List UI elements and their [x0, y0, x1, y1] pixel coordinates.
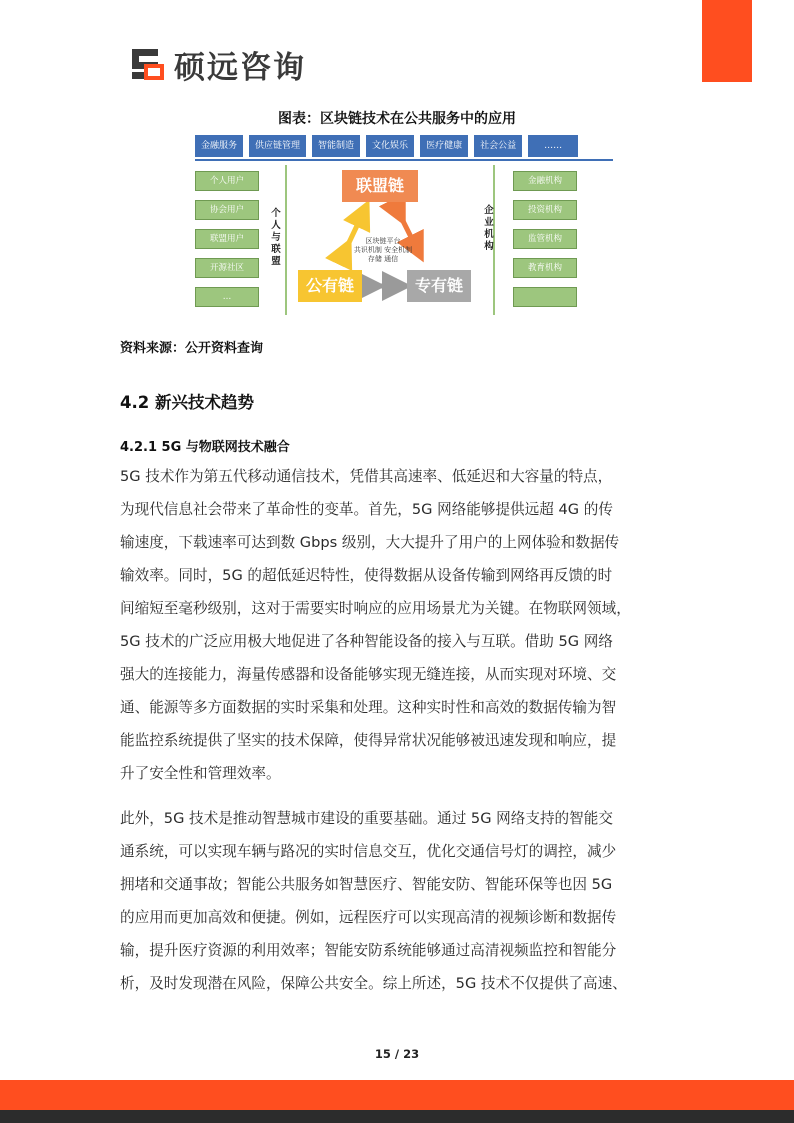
sector-item: 文化娱乐: [366, 135, 414, 157]
footer-accent-bar: [0, 1080, 794, 1110]
footer-dark-bar: [0, 1110, 794, 1123]
paragraph-line: 输效率。同时，5G 的超低延迟特性，使得数据从设备传输到网络再反馈的时: [120, 567, 613, 584]
right-item: 投资机构: [513, 200, 577, 220]
sector-item: 社会公益: [474, 135, 522, 157]
brand-name: 硕远咨询: [174, 49, 306, 86]
right-group-label: 企业机构: [484, 205, 494, 252]
platform-caption-line: 存储 通信: [367, 255, 399, 263]
platform-caption-line: 共识机制 安全机制: [353, 246, 413, 254]
paragraph-line: 强大的连接能力，海量传感器和设备能够实现无缝连接，从而实现对环境、交: [120, 666, 617, 683]
paragraph-line: 间缩短至毫秒级别，这对于需要实时响应的应用场景尤为关键。在物联网领域，: [120, 600, 631, 617]
paragraph-line: 升了安全性和管理效率。: [120, 765, 281, 782]
platform-caption: [331, 237, 435, 264]
sector-item: 智能制造: [312, 135, 360, 157]
section-heading: 4.2 新兴技术趋势: [120, 393, 254, 412]
paragraph-line: 通系统，可以实现车辆与路况的实时信息交互，优化交通信号灯的调控，减少: [120, 843, 617, 860]
platform-caption-line: 区块链平台: [365, 237, 401, 245]
left-item: 开源社区: [195, 258, 259, 278]
blockchain-diagram: [195, 133, 615, 319]
public-chain-box: 公有链: [298, 270, 362, 302]
alliance-chain-box: 联盟链: [342, 170, 418, 202]
paragraph-line: 此外，5G 技术是推动智慧城市建设的重要基础。通过 5G 网络支持的智能交: [120, 810, 613, 827]
page-number: 15 / 23: [374, 1047, 420, 1061]
left-item: 协会用户: [195, 200, 259, 220]
sector-item: 医疗健康: [420, 135, 468, 157]
figure-source: 资料来源：公开资料查询: [120, 341, 264, 356]
paragraph-line: 为现代信息社会带来了革命性的变革。首先，5G 网络能够提供远超 4G 的传: [120, 501, 613, 518]
left-item: …: [195, 287, 259, 307]
right-item: 金融机构: [513, 171, 577, 191]
left-item: 个人用户: [195, 171, 259, 191]
body-paragraph-1: [120, 460, 668, 790]
paragraph-line: 析，及时发现潜在风险，保障公共安全。综上所述，5G 技术不仅提供了高速、: [120, 975, 627, 992]
paragraph-line: 输，提升医疗资源的利用效率；智能安防系统能够通过高清视频监控和智能分: [120, 942, 617, 959]
figure-title: 图表：区块链技术在公共服务中的应用: [278, 111, 516, 127]
sector-item: ……: [528, 135, 578, 157]
paragraph-line: 输速度，下载速率可达到数 Gbps 级别，大大提升了用户的上网体验和数据传: [120, 534, 620, 551]
paragraph-line: 拥堵和交通事故；智能公共服务如智慧医疗、智能安防、智能环保等也因 5G: [120, 876, 613, 893]
brand-logo: [128, 44, 306, 84]
body-paragraph-2: [120, 802, 668, 1000]
right-item: 监管机构: [513, 229, 577, 249]
paragraph-line: 5G 技术作为第五代移动通信技术，凭借其高速率、低延迟和大容量的特点，: [120, 468, 613, 485]
paragraph-line: 的应用而更加高效和便捷。例如，远程医疗可以实现高清的视频诊断和数据传: [120, 909, 617, 926]
sector-item: 供应链管理: [249, 135, 306, 157]
chain-arrows: [195, 133, 615, 319]
private-chain-box: 专有链: [407, 270, 471, 302]
left-item: 联盟用户: [195, 229, 259, 249]
paragraph-line: 能监控系统提供了坚实的技术保障，使得异常状况能够被迅速发现和响应，提: [120, 732, 617, 749]
paragraph-line: 通、能源等多方面数据的实时采集和处理。这种实时性和高效的数据传输为智: [120, 699, 617, 716]
right-item: 教育机构: [513, 258, 577, 278]
logo-mark-icon: [128, 45, 166, 83]
brand-accent-block: [702, 0, 752, 82]
paragraph-line: 5G 技术的广泛应用极大地促进了各种智能设备的接入与互联。借助 5G 网络: [120, 633, 613, 650]
sector-item: 金融服务: [195, 135, 243, 157]
subsection-heading: 4.2.1 5G 与物联网技术融合: [120, 440, 290, 455]
left-group-label: 个人与联盟: [271, 208, 281, 267]
